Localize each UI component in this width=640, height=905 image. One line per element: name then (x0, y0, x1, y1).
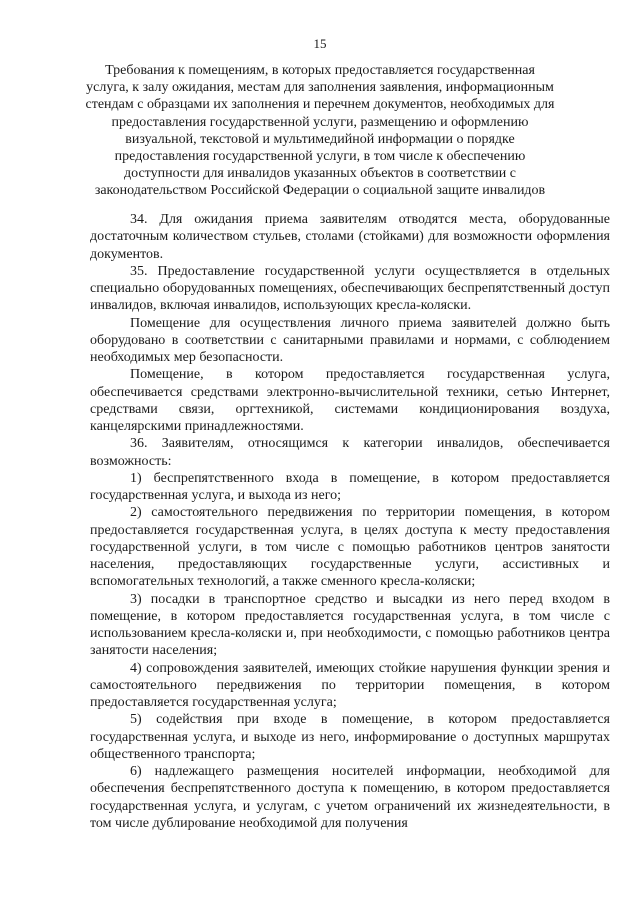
paragraph-36: 36. Заявителям, относящимся к категории инвалидов, обеспечивается возможность: (90, 436, 610, 469)
list-item-5: 5) содействия при входе в помещение, в котором предоставляется государственная услуга, и выходе из него, информирование о доступных маршрутах общественного транспорта; (90, 712, 610, 762)
list-item-1: 1) беспрепятственного входа в помещение, в котором предоставляется государственная услуга, и выхода из него; (90, 470, 610, 503)
list-item-2: 2) самостоятельного передвижения по территории помещения, в котором предоставляется государственная услуга, в целях доступа к месту предоставления государственной услуги, в том числе с помощью работников центров занятости населения, предоставляющих государственные услуги, ассистивных и вспомогательных технологий, а также сменного кресла-коляски; (90, 505, 610, 590)
paragraph-room-equipment: Помещение, в котором предоставляется государственная услуга, обеспечивается средствами электронно-вычислительной техники, сетью Интернет, средствами связи, оргтехникой, системами кондиционирования воздуха, канцелярскими принадлежностями. (90, 367, 610, 434)
paragraph-35: 35. Предоставление государственной услуги осуществляется в отдельных специально оборудованных помещениях, обеспечивающих беспрепятственный доступ инвалидов, включая инвалидов, использующих кресла-коляски. (90, 263, 610, 314)
list-item-4: 4) сопровождения заявителей, имеющих стойкие нарушения функции зрения и самостоятельного передвижения по территории помещения, в котором предоставляется государственная услуга; (90, 660, 610, 710)
paragraph-34: 34. Для ожидания приема заявителям отводятся места, оборудованные достаточным количеством стульев, столами (стойками) для возможности оформления документов. (90, 212, 610, 262)
list-item-3: 3) посадки в транспортное средство и высадки из него перед входом в помещение, в котором предоставляется государственная услуга, в том числе с использованием кресла-коляски и, при необходимости, с помощью работников центра занятости населения; (90, 591, 610, 659)
paragraph-reception-room: Помещение для осуществления личного приема заявителей должно быть оборудовано в соответствии с санитарными правилами и нормами, с соблюдением необходимых мер безопасности. (90, 315, 610, 365)
document-body (90, 211, 610, 832)
section-heading: Требования к помещениям, в которых предоставляется государственная услуга, к залу ожидания, местам для заполнения заявления, информационным стендам с образцами их заполнения и перечнем документов, необходимых для предоставления государственной услуги, размещению и оформлению визуальной, текстовой и мультимедийной информации о порядке предоставления государственной услуги, в том числе к обеспечению доступности для инвалидов указанных объектов в соответствии с законодательством Российской Федерации о социальной защите инвалидов (85, 63, 555, 199)
list-item-6: 6) надлежащего размещения носителей информации, необходимой для обеспечения беспрепятственного доступа к помещению, в котором предоставляется государственная услуга, и услугам, с учетом ограничений их жизнедеятельности, в том числе дублирование необходимой для получения (90, 764, 610, 831)
page-number: 15 (313, 36, 327, 51)
